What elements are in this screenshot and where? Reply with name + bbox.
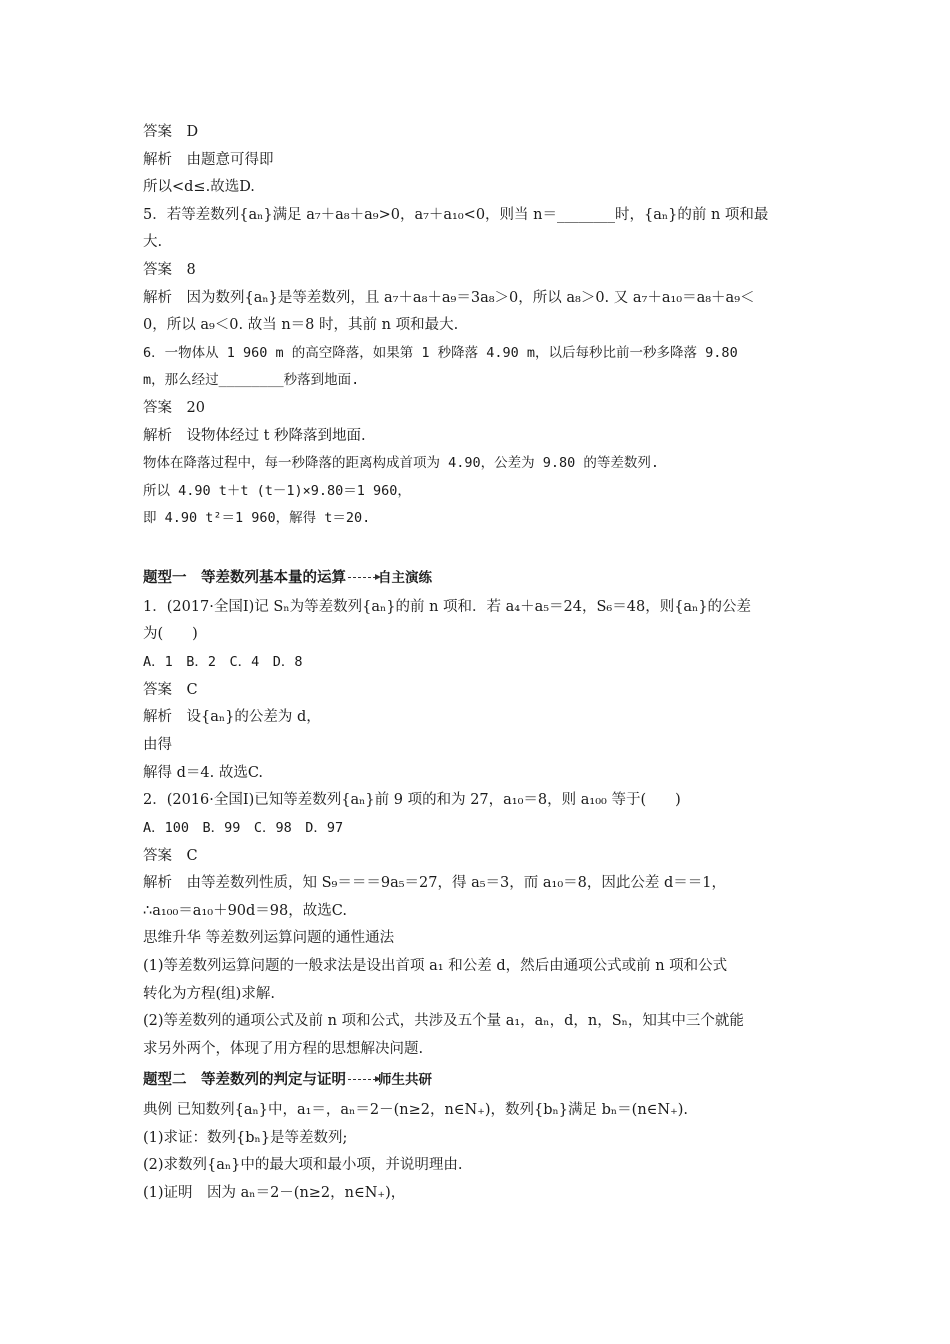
- analysis-line: 解析 由等差数列性质，知 S₉＝＝＝9a₅＝27，得 a₅＝3，而 a₁₀＝8，因此公差 d＝＝1，: [143, 875, 726, 891]
- question-1-line: 1．(2017·全国Ⅰ)记 Sₙ为等差数列{aₙ}的前 n 项和．若 a₄＋a₅＝24，S₆＝48，则{aₙ}的公差: [143, 599, 752, 615]
- text-line: 由得: [143, 737, 172, 753]
- answer-line: 答案 C: [143, 682, 198, 698]
- text-line: 0，所以 a₉＜0. 故当 n＝8 时，其前 n 项和最大.: [143, 317, 459, 333]
- text-line: 转化为方程(组)求解.: [143, 986, 275, 1002]
- answer-line: 答案 D: [143, 124, 199, 140]
- example-line: 典例 已知数列{aₙ}中，a₁＝，aₙ＝2－(n≥2，n∈N₊)，数列{bₙ}满足 bₙ＝(n∈N₊).: [143, 1102, 689, 1118]
- section-2-title: 题型二 等差数列的判定与证明: [143, 1072, 346, 1088]
- answer-line: 答案 C: [143, 848, 198, 864]
- text-line: 解得 d＝4. 故选C.: [143, 765, 264, 781]
- text-line: 即 4.90 t²＝1 960，解得 t＝20.: [143, 510, 371, 526]
- analysis-line: 解析 因为数列{aₙ}是等差数列，且 a₇＋a₈＋a₉＝3a₈＞0，所以 a₈＞0. 又 a₇＋a₁₀＝a₈＋a₉＜: [143, 290, 755, 306]
- arrow-icon: [348, 577, 376, 578]
- text-line: (1)等差数列运算问题的一般求法是设出首项 a₁ 和公差 d，然后由通项公式或前 n 项和公式: [143, 958, 728, 974]
- arrow-icon: [348, 1079, 376, 1080]
- analysis-line: 解析 设{aₙ}的公差为 d，: [143, 709, 321, 725]
- analysis-line: 解析 由题意可得即: [143, 152, 274, 168]
- text-line: 大.: [143, 234, 163, 250]
- text-line: 为( ): [143, 626, 198, 642]
- section-1-tag: 自主演练: [378, 570, 432, 586]
- text-line: (2)等差数列的通项公式及前 n 项和公式，共涉及五个量 a₁，aₙ，d，n，Sₙ，知其中三个就能: [143, 1013, 744, 1029]
- question-6-line: 6．一物体从 1 960 m 的高空降落，如果第 1 秒降落 4.90 m，以后每秒比前一秒多降落 9.80: [143, 345, 738, 361]
- text-line: 求另外两个，体现了用方程的思想解决问题.: [143, 1041, 424, 1057]
- options-line: A．1 B．2 C．4 D．8: [143, 654, 303, 670]
- section-1-heading: [143, 568, 432, 588]
- question-5-line: 5．若等差数列{aₙ}满足 a₇＋a₈＋a₉>0，a₇＋a₁₀<0，则当 n＝________时，{aₙ}的前 n 项和最: [143, 207, 769, 223]
- text-line: 所以<d≤.故选D.: [143, 179, 255, 195]
- answer-line: 答案 8: [143, 262, 196, 278]
- analysis-line: 解析 设物体经过 t 秒降落到地面.: [143, 428, 366, 444]
- section-2-heading: [143, 1070, 432, 1090]
- question-2-line: 2．(2016·全国Ⅰ)已知等差数列{aₙ}前 9 项的和为 27，a₁₀＝8，则 a₁₀₀ 等于( ): [143, 792, 681, 808]
- text-line: 物体在降落过程中，每一秒降落的距离构成首项为 4.90，公差为 9.80 的等差数列.: [143, 455, 660, 471]
- text-line: m，那么经过________秒落到地面.: [143, 372, 360, 388]
- text-line: ∴a₁₀₀＝a₁₀＋90d＝98，故选C.: [143, 903, 347, 919]
- text-line: (1)证明 因为 aₙ＝2－(n≥2，n∈N₊)，: [143, 1185, 406, 1201]
- section-2-tag: 师生共研: [378, 1072, 432, 1088]
- text-line: 所以 4.90 t＋t (t－1)×9.80＝1 960，: [143, 483, 411, 499]
- section-1-title: 题型一 等差数列基本量的运算: [143, 570, 346, 586]
- answer-line: 答案 20: [143, 400, 205, 416]
- text-line: (1)求证：数列{bₙ}是等差数列;: [143, 1130, 348, 1146]
- options-line: A．100 B．99 C．98 D．97: [143, 820, 344, 836]
- text-line: (2)求数列{aₙ}中的最大项和最小项，并说明理由.: [143, 1157, 463, 1173]
- summary-heading: 思维升华 等差数列运算问题的通性通法: [143, 930, 395, 946]
